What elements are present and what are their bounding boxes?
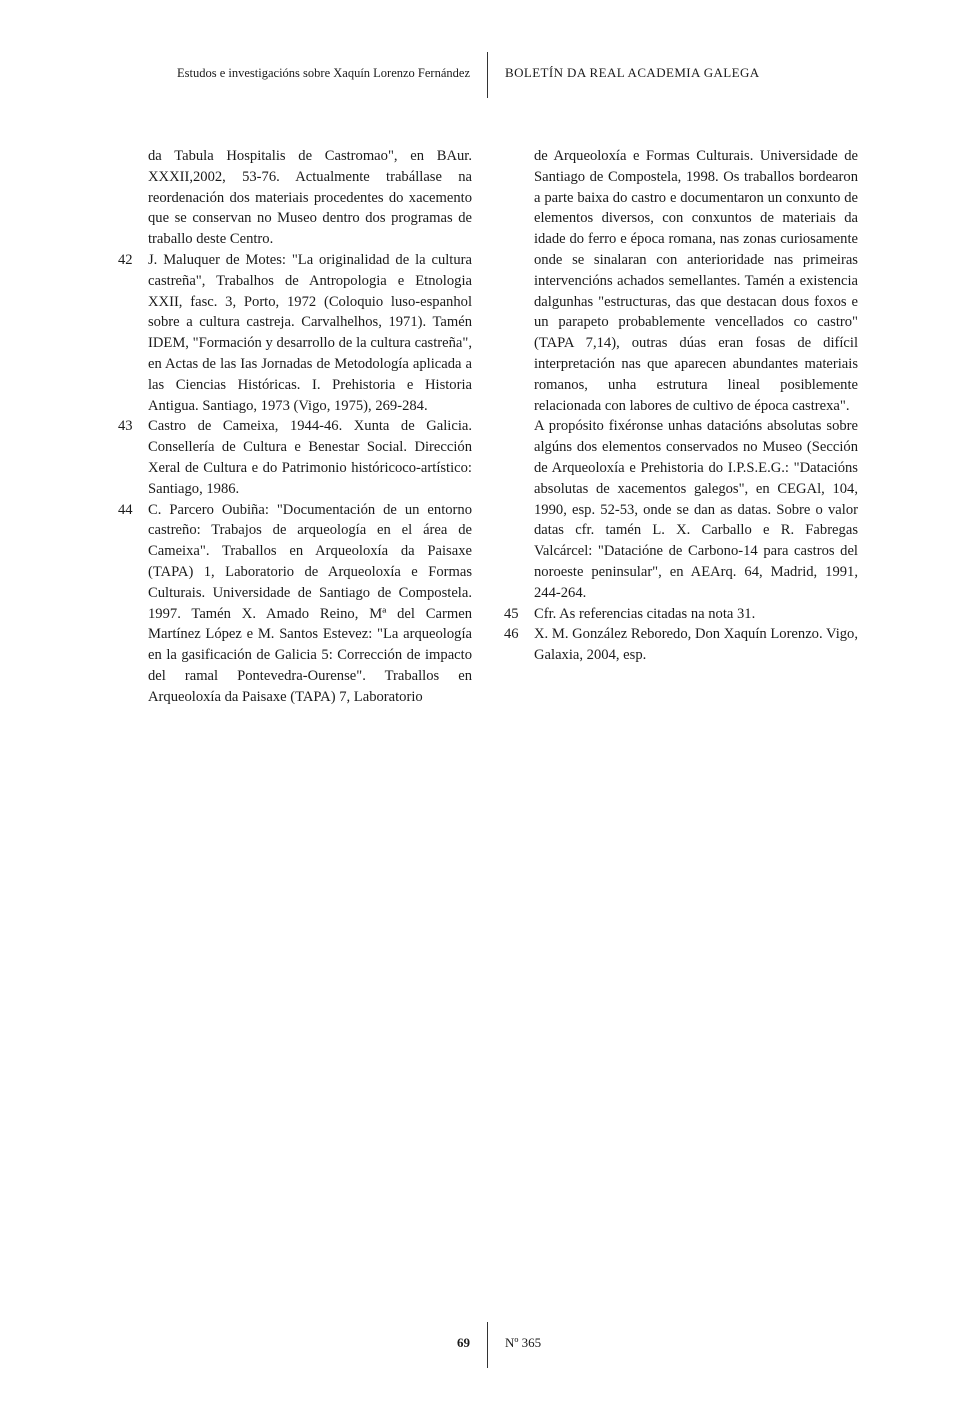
header-divider	[487, 52, 488, 98]
footer-divider	[487, 1322, 488, 1368]
footnote-number: 42	[118, 251, 133, 268]
footnote	[504, 604, 858, 625]
footnote	[118, 250, 472, 416]
footnote-number: 43	[118, 418, 133, 435]
footnote-text: Castro de Cameixa, 1944-46. Xunta de Galicia. Consellería de Cultura e Benestar Social. Dirección Xeral de Cultura e do Patrimonio históricoco-artístico: Santiago, 1986.	[148, 418, 472, 497]
left-column	[118, 146, 472, 708]
footnote	[118, 416, 472, 499]
footnote-number: 45	[504, 605, 519, 622]
note-continuation: de Arqueoloxía e Formas Culturais. Universidade de Santiago de Compostela, 1998. Os traballos bordearon a parte baixa do castro e documentaron un conxunto de elementos diversos, con conxuntos de materiais da idade do ferro e época romana, nas zonas curiosamente onde se sinalaran con anterioridade nas primeiras intervencións achados semellantes. Tamén a existencia dalgunhas "estructuras, das que destacan dous foxos e un parapeto probablemente vencellados co castro"(TAPA 7,14), outras dúas eran fosas de difícil interpretación nas que aparecen abundantes materiais romanos, unha estrutura lineal posiblemente relacionada con labores de cultivo de época castrexa".	[534, 148, 858, 414]
footnote-number: 46	[504, 626, 519, 643]
footnote-text: X. M. González Reboredo, Don Xaquín Lorenzo. Vigo, Galaxia, 2004, esp.	[534, 626, 858, 664]
running-header-right: BOLETÍN DA REAL ACADEMIA GALEGA	[505, 65, 760, 80]
footnote-text: Cfr. As referencias citadas na nota 31.	[534, 605, 756, 622]
footnote-text: C. Parcero Oubiña: "Documentación de un entorno castreño: Trabajos de arqueología en el área de Cameixa". Traballos en Arqueoloxía da Paisaxe (TAPA) 1, Laboratorio de Arqueoloxía e Formas Culturais. Universidade de Santiago de Compostela. 1997. Tamén X. Amado Reino, Mª del Carmen Martínez López e M. Santos Estevez: "La arqueología en la gasificación de Galicia 5: Corrección de impacto del ramal Pontevedra-Ourense". Traballos en Arqueoloxía da Paisaxe (TAPA) 7, Laboratorio	[148, 501, 472, 705]
footnote	[504, 624, 858, 666]
footnote-text: J. Maluquer de Motes: "La originalidad de la cultura castreña", Trabalhos de Antropologia e Etnologia XXII, fasc. 3, Porto, 1972 (Coloquio luso-espanhol sobre a cultura castreja. Carvalhelhos, 1971). Tamén IDEM, "Formación y desarrollo de la cultura castreña", en Actas de las Ias Jornadas de Metodología aplicada a las Ciencias Históricas. I. Prehistoria e Historia Antigua. Santiago, 1973 (Vigo, 1975), 269-284.	[148, 251, 472, 414]
footnote	[118, 500, 472, 708]
page-number: 69	[457, 1335, 470, 1350]
right-column	[504, 146, 858, 666]
note-continuation: da Tabula Hospitalis de Castromao", en BAur. XXXII,2002, 53-76. Actualmente trabállase na reordenación dos materiais procedentes do xacemento que se conservan no Museo dentro dos programas de traballo deste Centro.	[148, 148, 472, 248]
note-paragraph: A propósito fixéronse unhas datacións absolutas sobre algúns dos elementos conservados no Museo (Sección de Arqueoloxía e Prehistoria do I.P.S.E.G.: "Datacións absolutas de xacementos galegos", en CEGAl, 104, 1990, esp. 52-53, onde se dan as datas. Sobre o valor datas cfr. tamén L. X. Carballo e R. Fabregas Valcárcel: "Datacióne de Carbono-14 para castros del noroeste peninsular", en AEArq. 64, Madrid, 1991, 244-264.	[534, 418, 858, 601]
running-header-left: Estudos e investigacións sobre Xaquín Lorenzo Fernández	[177, 66, 470, 80]
issue-number: Nº 365	[505, 1335, 542, 1350]
footnote-number: 44	[118, 501, 133, 518]
